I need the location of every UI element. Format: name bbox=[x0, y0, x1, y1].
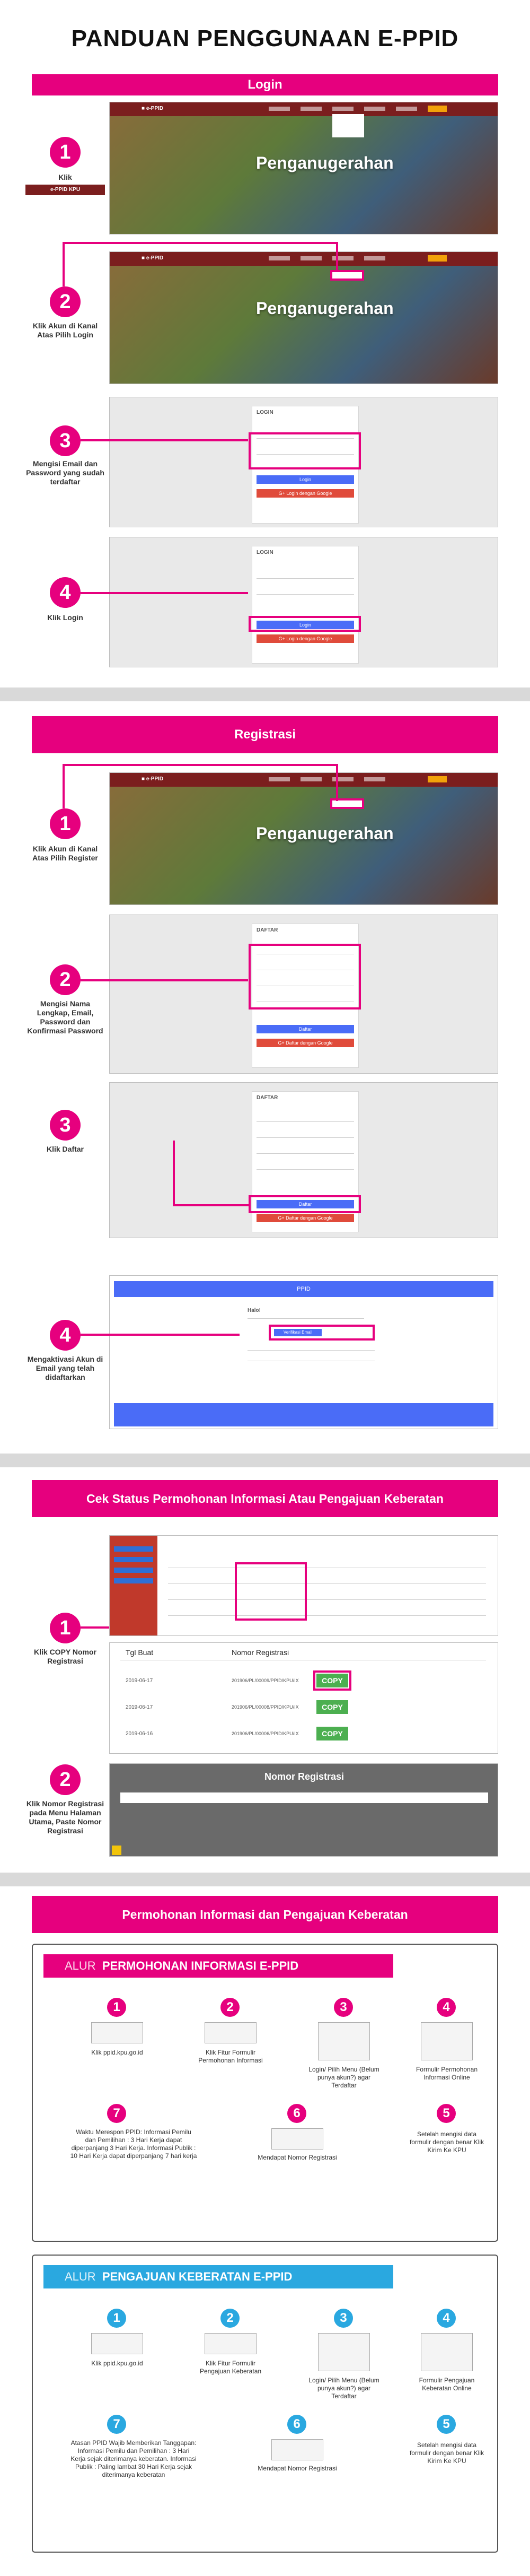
step-text: Klik Daftar bbox=[46, 1145, 84, 1153]
step-circle: 1 bbox=[50, 137, 81, 168]
highlight-reg-column bbox=[235, 1562, 307, 1621]
row-reg: 201906/PL/00009/PPID/KPU/IX bbox=[232, 1678, 299, 1683]
screenshot-login-button: LOGIN Login G+ Login dengan Google bbox=[109, 537, 498, 667]
highlight-copy bbox=[313, 1670, 351, 1691]
hero-text: Penganugerahan bbox=[256, 153, 394, 172]
step-circle: 3 bbox=[50, 425, 81, 456]
section-separator bbox=[0, 1454, 530, 1467]
row-reg: 201906/PL/00006/PPID/KPU/IX bbox=[232, 1731, 299, 1736]
step-text: Klik Akun di Kanal Atas Pilih Register bbox=[32, 845, 98, 862]
copy-button[interactable]: COPY bbox=[316, 1700, 348, 1714]
step-circle: 1 bbox=[50, 808, 81, 839]
reg-table bbox=[109, 1642, 498, 1754]
col-reg: Nomor Registrasi bbox=[232, 1648, 289, 1657]
screenshot-homepage-register: ■ e-PPID Penganugerahan bbox=[109, 772, 498, 905]
step-text: Klik bbox=[58, 173, 72, 181]
section-separator bbox=[0, 1873, 530, 1886]
copy-button[interactable]: COPY bbox=[316, 1674, 348, 1687]
step-text: Mengisi Email dan Password yang sudah terdaftar bbox=[26, 459, 104, 486]
step-circle: 1 bbox=[50, 1613, 81, 1643]
screenshot-login-form: LOGIN Login G+ Login dengan Google bbox=[109, 397, 498, 527]
col-date: Tgl Buat bbox=[126, 1648, 154, 1657]
site-logo: ■ e-PPID bbox=[142, 106, 164, 111]
row-date: 2019-06-17 bbox=[126, 1704, 153, 1710]
flow-permohonan: ALUR PERMOHONAN INFORMASI E-PPID 1 Klik ppid.kpu.go.id 2 Klik Fitur Formulir Permohonan Informasi 3 Login/ Pilih Menu (Belum punya akun?) agar Terdaftar 4 Formulir Permohonan Informasi Online 5 Setelah mengisi data formulir dengan benar Klik Kirim Ke KPU 6 Mendapat Nomor Registrasi 7 Waktu Merespon PPID: Informasi Pemilu dan Pemilihan : 3 Hari Kerja dapat diperpanjang 3 Hari Kerja. Informasi Publik : 10 Hari Kerja dapat diperpanjang 7 hari kerja bbox=[32, 1944, 498, 2242]
noreg-input[interactable] bbox=[120, 1792, 488, 1803]
section-header-registrasi: Registrasi bbox=[32, 716, 498, 753]
screenshot-homepage-1 bbox=[109, 102, 498, 234]
highlight-register-fields bbox=[249, 944, 361, 1009]
screenshot-email-activation: PPID Halo! Verifikasi Email bbox=[109, 1275, 498, 1429]
step-text: Klik Login bbox=[47, 613, 83, 622]
step-text: Klik Nomor Registrasi pada Menu Halaman Utama, Paste Nomor Registrasi bbox=[26, 1799, 104, 1835]
section-header-permohonan: Permohonan Informasi dan Pengajuan Keberatan bbox=[32, 1896, 498, 1933]
eppid-badge[interactable]: e-PPID KPU bbox=[25, 185, 105, 195]
screenshot-register-form: DAFTAR Daftar G+ Daftar dengan Google bbox=[109, 915, 498, 1074]
row-date: 2019-06-16 bbox=[126, 1731, 153, 1737]
step-circle: 2 bbox=[50, 286, 81, 317]
step-text: Klik Akun di Kanal Atas Pilih Login bbox=[32, 321, 98, 339]
step-circle: 2 bbox=[50, 1764, 81, 1795]
page-title: PANDUAN PENGGUNAAN E-PPID bbox=[71, 25, 459, 51]
screenshot-homepage-2: ■ e-PPID Penganugerahan bbox=[109, 251, 498, 384]
screenshot-dashboard bbox=[109, 1535, 498, 1636]
step-circle: 3 bbox=[50, 1110, 81, 1141]
highlight-login-menu bbox=[330, 270, 364, 281]
highlight-login-button bbox=[249, 616, 361, 632]
step-circle: 4 bbox=[50, 577, 81, 608]
step-circle: 4 bbox=[50, 1320, 81, 1351]
row-date: 2019-06-17 bbox=[126, 1678, 153, 1684]
row-reg: 201906/PL/00008/PPID/KPU/IX bbox=[232, 1704, 299, 1710]
step-text: Klik COPY Nomor Registrasi bbox=[34, 1648, 96, 1665]
noreg-modal bbox=[109, 1763, 498, 1857]
section-separator bbox=[0, 687, 530, 701]
copy-button[interactable]: COPY bbox=[316, 1727, 348, 1740]
flow-head: ALUR PENGAJUAN KEBERATAN E-PPID bbox=[43, 2265, 393, 2288]
step-text: Mengaktivasi Akun di Email yang telah didaftarkan bbox=[27, 1355, 103, 1381]
flow-head: ALUR PERMOHONAN INFORMASI E-PPID bbox=[43, 1954, 393, 1978]
highlight-fields bbox=[249, 432, 361, 469]
flow-keberatan: ALUR PENGAJUAN KEBERATAN E-PPID 1 Klik ppid.kpu.go.id 2 Klik Fitur Formulir Pengajuan Keberatan 3 Login/ Pilih Menu (Belum punya akun?) agar Terdaftar 4 Formulir Pengajuan Keberatan Online 5 Setelah mengisi data formulir dengan benar Klik Kirim Ke KPU 6 Mendapat Nomor Registrasi 7 Atasan PPID Wajib Memberikan Tanggapan: Informasi Pemilu dan Pemilihan : 3 Hari Kerja sejak diterimanya keberatan. Informasi Publik : Paling lambat 30 Hari Kerja sejak diterimanya keberatan bbox=[32, 2255, 498, 2553]
highlight-daftar-button bbox=[249, 1195, 361, 1213]
highlight-verify-button bbox=[269, 1325, 375, 1341]
screenshot-register-button: DAFTAR Daftar G+ Daftar dengan Google bbox=[109, 1082, 498, 1238]
step-text: Mengisi Nama Lengkap, Email, Password dan Konfirmasi Password bbox=[27, 999, 103, 1035]
section-header-login: Login bbox=[32, 74, 498, 95]
step-circle: 2 bbox=[50, 964, 81, 995]
section-header-cek: Cek Status Permohonan Informasi Atau Pengajuan Keberatan bbox=[32, 1480, 498, 1517]
highlight-register-menu bbox=[330, 798, 364, 809]
noreg-title: Nomor Registrasi bbox=[264, 1771, 344, 1782]
